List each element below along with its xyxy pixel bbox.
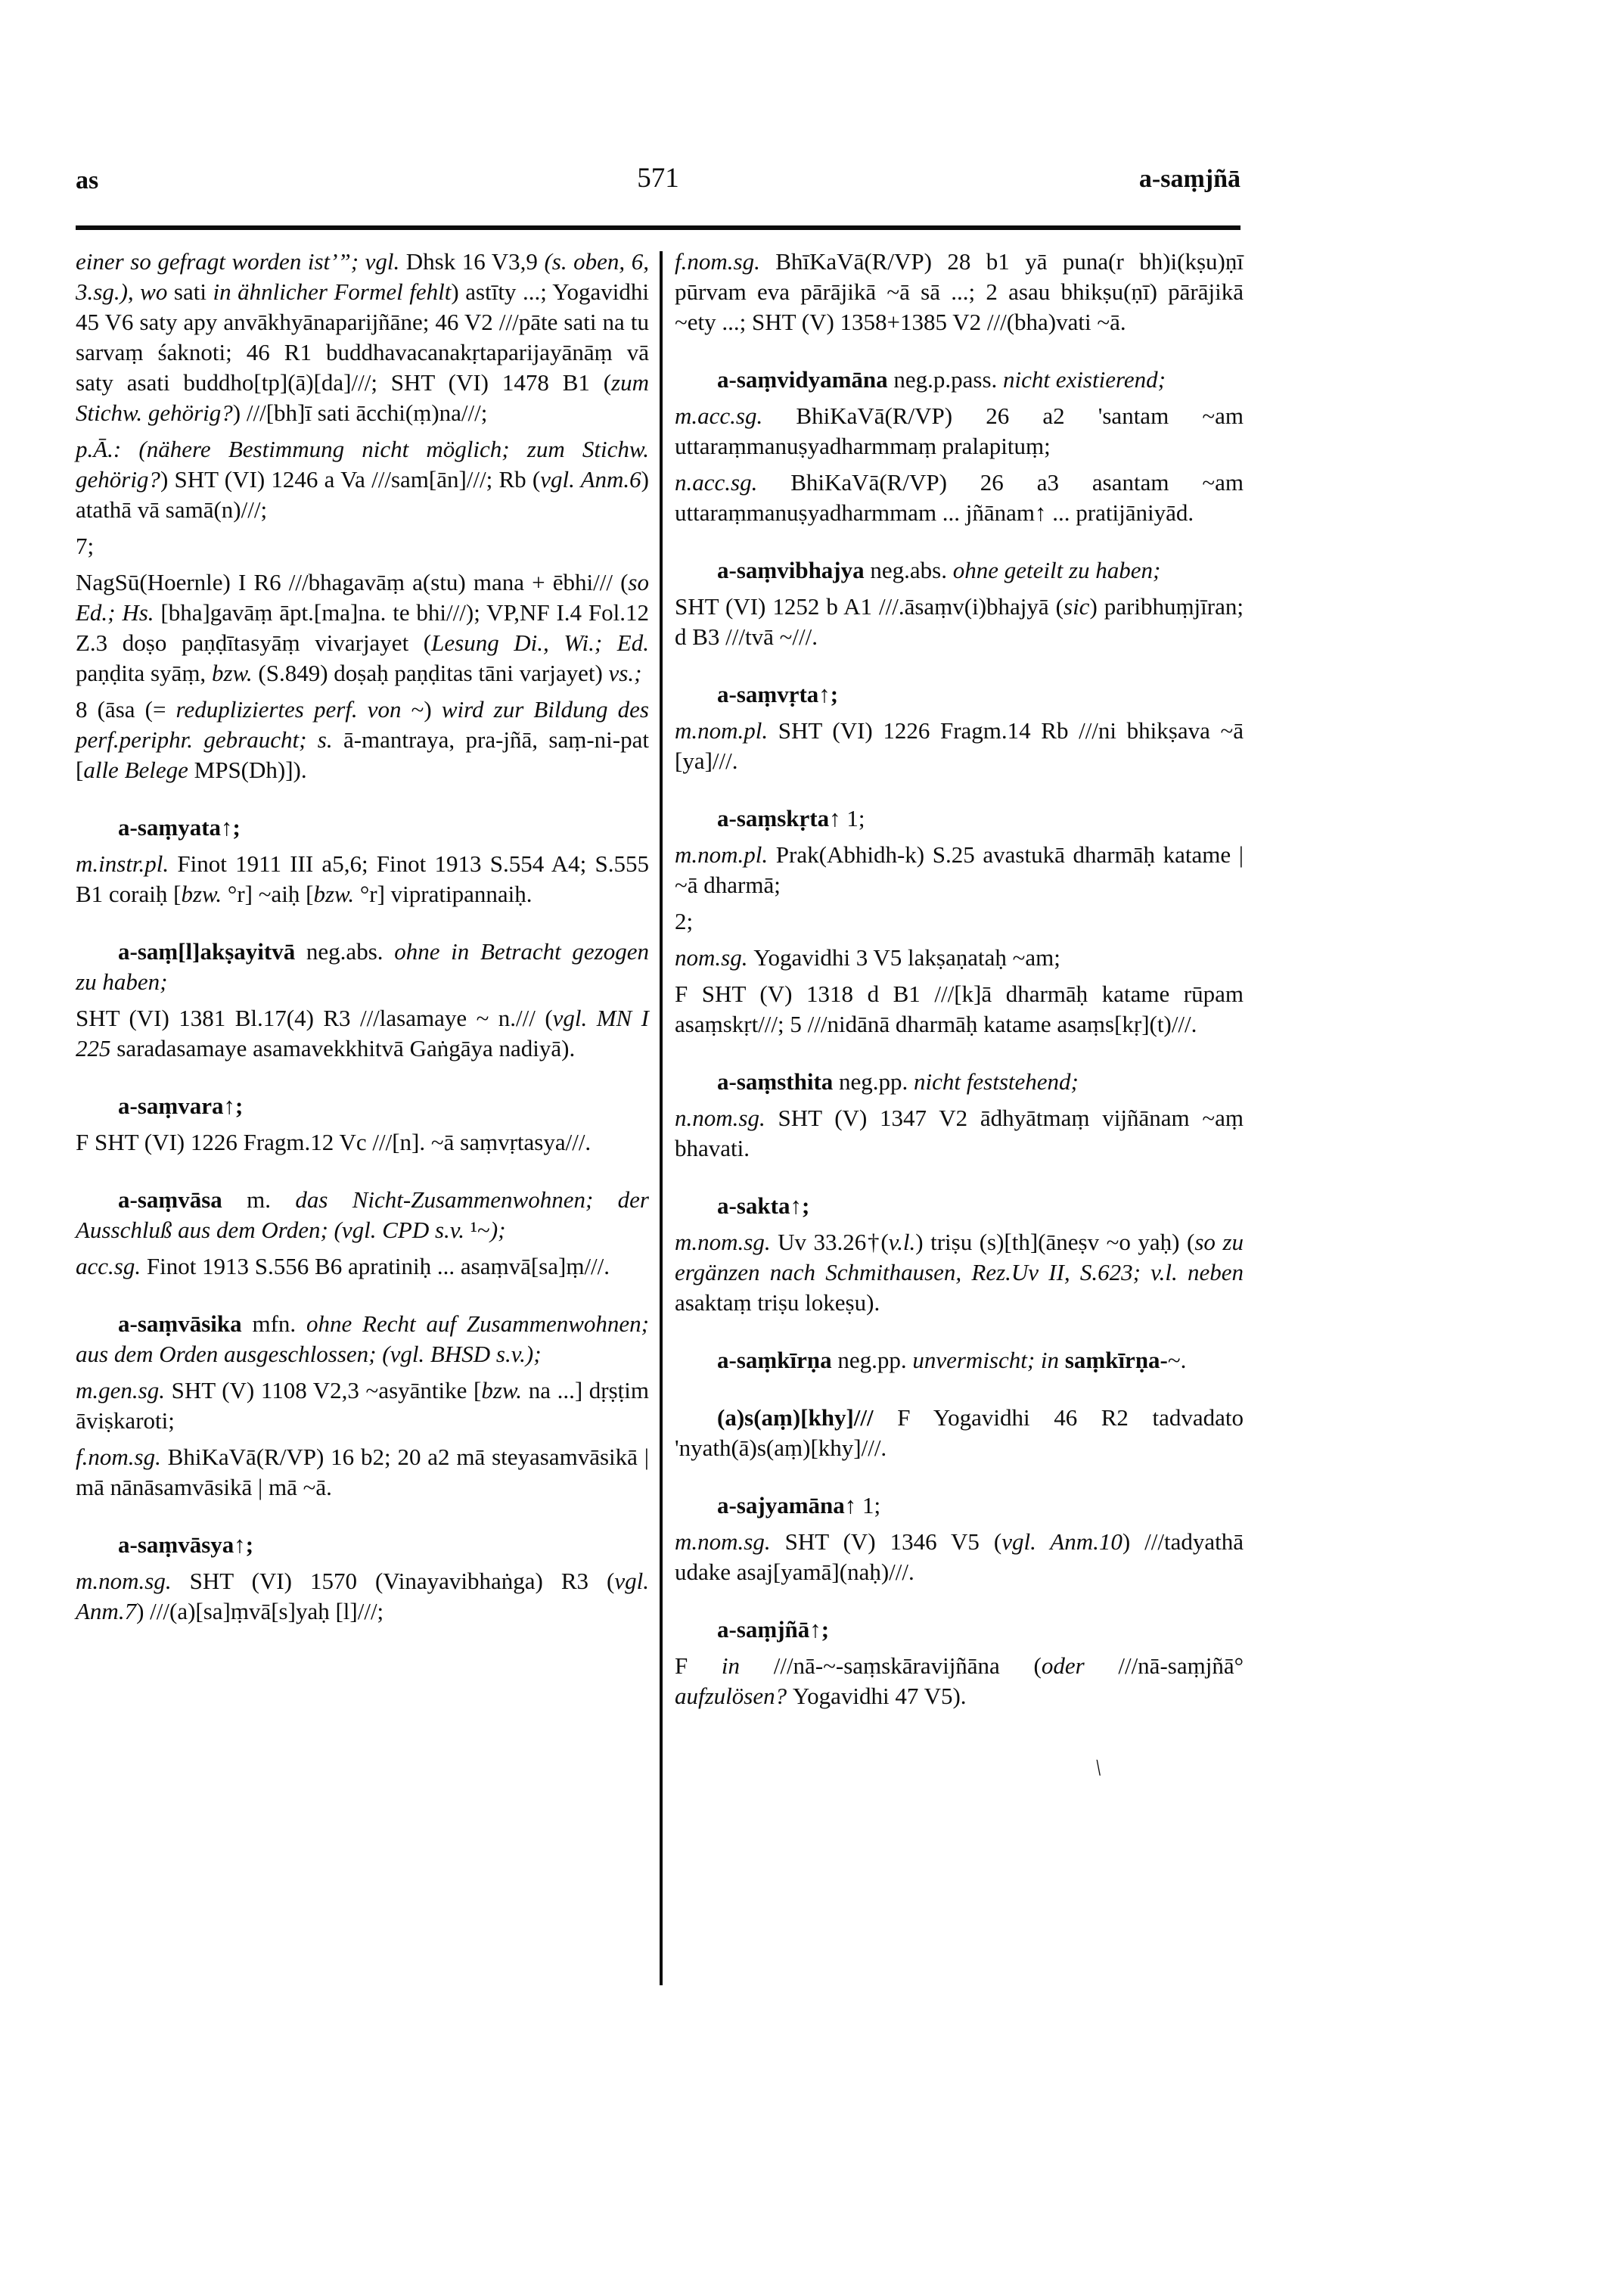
text-run: m.acc.sg. — [675, 403, 796, 429]
entry-text-paragraph — [76, 531, 649, 561]
entry-text-paragraph — [675, 1103, 1244, 1164]
text-run: ) ///[bh]ī sati ācchi(ṃ)na///; — [232, 399, 488, 426]
right-text-column — [675, 247, 1244, 1711]
text-run: a-saṃvidyamāna — [717, 366, 894, 393]
text-run: ) ///(a)[sa]ṃvā[s]yaḥ [l]///; — [136, 1598, 384, 1624]
text-run: sic — [1064, 593, 1090, 620]
text-run: p.Ā.: (nähere Bestimmung nicht möglich; zum Stichw. gehörig? — [76, 436, 649, 493]
text-run: acc.sg. — [76, 1253, 147, 1279]
page-number: 571 — [637, 163, 679, 194]
text-run: neg.abs. — [870, 557, 953, 583]
entry-text-paragraph — [76, 1566, 649, 1627]
text-run: f.nom.sg. — [76, 1444, 168, 1470]
text-run: (s. oben, 6, 3.sg.), wo — [76, 248, 649, 305]
text-run: neg.pp. — [839, 1068, 914, 1095]
text-run: wird zur Bildung des perf.periphr. gebraucht; s. — [76, 696, 649, 753]
text-run: das Nicht-Zusammenwohnen; der Ausschluß aus dem Orden; (vgl. CPD s.v. — [76, 1186, 649, 1243]
text-run: ohne Recht auf Zusammenwohnen; aus dem Orden ausgeschlossen; (vgl. BHSD s.v.); — [76, 1310, 649, 1367]
text-run: F — [675, 1652, 722, 1679]
text-run: bzw. — [481, 1377, 529, 1403]
text-run: SHT (VI) 1252 b A1 ///.āsaṃv(i)bhajyā ( — [675, 593, 1064, 620]
text-run: f.nom.sg. — [675, 248, 776, 275]
column-divider-rule — [660, 251, 663, 1985]
entry-headword-paragraph — [675, 555, 1244, 586]
text-run: n.acc.sg. — [675, 469, 791, 496]
entry-headword-paragraph — [675, 679, 1244, 710]
entry-headword-paragraph — [76, 1091, 649, 1121]
text-run: bzw. — [313, 881, 360, 907]
text-run: vgl. MN I 225 — [76, 1005, 649, 1061]
text-run: F Yogavidhi 46 R2 tadvadato 'nyath(ā)s(aṃ)[khy]///. — [675, 1404, 1244, 1461]
entry-headword-paragraph — [675, 365, 1244, 395]
text-run: BhiKaVā(R/VP) 26 a2 'santam ~am uttaraṃmanuṣyadharmmaṃ pralapituṃ; — [675, 403, 1244, 459]
entry-text-paragraph — [76, 434, 649, 525]
entry-text-paragraph — [675, 468, 1244, 528]
text-run: oder — [1041, 1652, 1119, 1679]
text-run: m.nom.sg. — [76, 1568, 190, 1594]
text-run: m.nom.sg. — [675, 1229, 778, 1255]
left-text-column — [76, 247, 649, 1627]
entry-text-paragraph — [675, 592, 1244, 652]
text-run: SHT (V) 1347 V2 ādhyātmaṃ vijñānam ~aṃ bhavati. — [675, 1105, 1244, 1161]
text-run: ) SHT (VI) 1246 a Va ///sam[ān]///; Rb ( — [160, 466, 541, 493]
text-run: MPS(Dh)]). — [194, 757, 307, 783]
text-run: SHT (VI) 1381 Bl.17(4) R3 ///lasamaye ~ n./// ( — [76, 1005, 553, 1031]
text-run: 1; — [846, 805, 865, 831]
entry-text-paragraph — [76, 1442, 649, 1503]
entry-text-paragraph — [76, 247, 649, 428]
text-run: m.nom.pl. — [675, 717, 778, 744]
text-run: °r] vipratipannaiḥ. — [359, 881, 533, 907]
text-run: bzw. — [181, 881, 228, 907]
entry-text-paragraph — [675, 906, 1244, 937]
text-run: alle Belege — [83, 757, 194, 783]
entry-headword-paragraph — [76, 1530, 649, 1560]
text-run: a-saṃsthita — [717, 1068, 840, 1095]
text-run: ohne geteilt zu haben; — [952, 557, 1161, 583]
text-run: vgl. Anm.6 — [540, 466, 641, 493]
text-run: (a)s(aṃ)[khy]/// — [717, 1404, 898, 1431]
text-run: aufzulösen? — [675, 1683, 793, 1709]
text-run: in ähnlicher Formel fehlt — [213, 278, 452, 305]
text-run: a-saṃvāsika — [118, 1310, 253, 1337]
text-run: a-saṃkīrṇa — [717, 1347, 838, 1373]
text-run: in — [721, 1652, 774, 1679]
entry-headword-paragraph — [76, 813, 649, 843]
text-run: ); — [489, 1217, 506, 1243]
entry-headword-paragraph — [675, 1403, 1244, 1463]
text-run: na ...] dṛṣṭim āviṣkaroti; — [76, 1377, 649, 1434]
text-run: a-saṃskṛta↑ — [717, 805, 847, 831]
entry-headword-paragraph — [76, 937, 649, 997]
text-run: SHT (V) 1108 V2,3 ~asyāntike [ — [171, 1377, 482, 1403]
text-run: m. — [247, 1186, 296, 1213]
text-run: nom.sg. — [675, 944, 754, 971]
text-run: sati — [173, 278, 213, 305]
text-run: 1; — [862, 1492, 881, 1518]
entry-text-paragraph — [675, 1651, 1244, 1711]
entry-text-paragraph — [76, 567, 649, 688]
text-run: a-saṃvāsa — [118, 1186, 247, 1213]
text-run: ¹~ — [470, 1217, 490, 1243]
text-run: redupliziertes perf. von — [175, 696, 411, 723]
text-run: nicht feststehend; — [914, 1068, 1079, 1095]
text-run: ohne in Betracht gezogen zu haben; — [76, 938, 649, 995]
text-run: ~) — [411, 696, 442, 723]
text-run: SHT (V) 1346 V5 ( — [784, 1528, 1002, 1555]
text-run: m.nom.pl. — [675, 841, 776, 868]
text-run: mfn. — [252, 1310, 306, 1337]
text-run: saṃkīrṇa- — [1064, 1347, 1168, 1373]
entry-headword-paragraph — [76, 1185, 649, 1245]
text-run: asaktaṃ triṣu lokeṣu). — [675, 1289, 880, 1316]
text-run: ) paribhuṃjīran; d B3 ///tvā ~///. — [675, 593, 1244, 650]
text-run: a-sakta↑; — [717, 1192, 810, 1219]
text-run: paṇḍita syāṃ, — [76, 660, 212, 686]
text-run: Finot 1913 S.556 B6 apratiniḥ ... asaṃvā[sa]ṃ///. — [146, 1253, 610, 1279]
text-run: neg.p.pass. — [893, 366, 1004, 393]
text-run: vgl. Anm.7 — [76, 1568, 650, 1624]
text-run: a-saṃyata↑; — [118, 814, 241, 841]
text-run: ā-mantraya, pra-jñā, saṃ-ni-pat [ — [76, 726, 649, 783]
text-run: °r] ~aiḥ [ — [227, 881, 314, 907]
text-run: a-saṃjñā↑; — [717, 1616, 830, 1643]
text-run: a-saṃvāsya↑; — [118, 1531, 254, 1558]
text-run: Yogavidhi 3 V5 lakṣaṇataḥ ~am; — [753, 944, 1060, 971]
text-run: m.nom.sg. — [675, 1528, 785, 1555]
text-run: ) triṣu (s)[th](āneṣv ~o yaḥ) ( — [915, 1229, 1195, 1255]
entry-headword-paragraph — [675, 1490, 1244, 1521]
text-run: Finot 1911 III a5,6; Finot 1913 S.554 A4; S.555 B1 coraiḥ [ — [76, 850, 649, 907]
text-run: a-saṃvibhajya — [717, 557, 871, 583]
entry-headword-paragraph — [675, 1615, 1244, 1645]
text-run: ) atathā vā samā(n)///; — [76, 466, 649, 523]
text-run: m.instr.pl. — [76, 850, 178, 877]
text-run: a-saṃvṛta↑; — [717, 681, 839, 707]
entry-headword-paragraph — [675, 1191, 1244, 1221]
entry-text-paragraph — [76, 1003, 649, 1064]
entry-text-paragraph — [675, 1527, 1244, 1587]
entry-text-paragraph — [76, 1375, 649, 1436]
text-run: unvermischt; in — [912, 1347, 1065, 1373]
text-run: BhiKaVā(R/VP) 16 b2; 20 a2 mā steyasamvāsikā | mā nānāsamvāsikā | mā ~ā. — [76, 1444, 649, 1500]
running-head-last-word: a-saṃjñā — [1138, 165, 1241, 193]
text-run: 8 (āsa (= — [76, 696, 176, 723]
text-run: Uv 33.26†( — [778, 1229, 889, 1255]
text-run: ) ///tadyathā udake asaj[yamā](naḥ)///. — [675, 1528, 1244, 1585]
entry-headword-paragraph — [675, 803, 1244, 834]
entry-text-paragraph — [76, 849, 649, 909]
text-run: n.nom.sg. — [675, 1105, 778, 1131]
entry-text-paragraph — [675, 979, 1244, 1040]
text-run: Lesung Di., Wi.; Ed. — [431, 629, 649, 656]
text-run: einer so gefragt worden ist’”; vgl. — [76, 248, 406, 275]
text-run: NagSū(Hoernle) I R6 ///bhagavāṃ a(stu) mana + ēbhi/// ( — [76, 569, 629, 595]
text-run: 2; — [675, 908, 694, 934]
running-head-first-word: as — [76, 166, 99, 194]
text-run: so Ed.; Hs. — [76, 569, 649, 626]
header-rule — [76, 225, 1241, 230]
text-run: F SHT (VI) 1226 Fragm.12 Vc ///[n]. ~ā saṃvṛtasya///. — [76, 1129, 592, 1155]
text-run: 7; — [76, 533, 95, 559]
text-run: bzw. — [211, 660, 259, 686]
text-run: ///nā-~-saṃskāravijñāna ( — [773, 1652, 1042, 1679]
text-run: zum Stichw. gehörig? — [76, 369, 649, 426]
entry-headword-paragraph — [76, 1309, 649, 1369]
entry-text-paragraph — [675, 943, 1244, 973]
entry-text-paragraph — [76, 695, 649, 785]
text-run: a-sajyamāna↑ — [717, 1492, 863, 1518]
text-run: a-saṃ[l]akṣayitvā — [118, 938, 306, 965]
text-run: SHT (VI) 1226 Fragm.14 Rb ///ni bhikṣava ~ā [ya]///. — [675, 717, 1244, 774]
entry-text-paragraph — [675, 247, 1244, 337]
text-run: ///nā-saṃjñā° — [1118, 1652, 1244, 1679]
entry-text-paragraph — [675, 401, 1244, 462]
text-run: ) astīty ...; Yogavidhi 45 V6 saty apy anvākhyānaparijñāne; 46 V2 ///pāte sati na tu sarvaṃ śaknoti; 46 R1 buddhavacanakṛtaparijayānāṃ vā saty asati buddho[tp](ā)[da]///; SHT (VI) 1478 B1 ( — [76, 278, 649, 396]
text-run: neg.pp. — [837, 1347, 913, 1373]
text-run: neg.abs. — [306, 938, 395, 965]
text-run: (S.849) doṣaḥ paṇḍitas tāni varjayet) — [258, 660, 609, 686]
text-run: BhīKaVā(R/VP) 28 b1 yā puna(r bh)i(kṣu)ṇī pūrvam eva pārājikā ~ā sā ...; 2 asau bhikṣu(ṇī) pārājikā ~ety ...; SHT (V) 1358+1385 V2 ///(bha)vati ~ā. — [675, 248, 1244, 335]
text-run: nicht existierend; — [1003, 366, 1166, 393]
entry-text-paragraph — [675, 840, 1244, 900]
entry-headword-paragraph — [675, 1345, 1244, 1375]
text-run: ~. — [1167, 1347, 1187, 1373]
entry-text-paragraph — [675, 716, 1244, 776]
text-run: so zu ergänzen nach Schmithausen, Rez.Uv II, S.623; v.l. neben — [675, 1229, 1244, 1285]
text-run: Yogavidhi 47 V5). — [792, 1683, 967, 1709]
text-run: saradasamaye asamavekkhitvā Gaṅgāya nadiyā). — [116, 1035, 576, 1061]
text-run: Prak(Abhidh-k) S.25 avastukā dharmāḥ katame | ~ā dharmā; — [675, 841, 1244, 898]
text-run: SHT (VI) 1570 (Vinayavibhaṅga) R3 ( — [189, 1568, 615, 1594]
text-run: vs.; — [608, 660, 642, 686]
text-run: a-saṃvara↑; — [118, 1093, 244, 1119]
entry-text-paragraph — [76, 1127, 649, 1158]
text-run: Dhsk 16 V3,9 — [405, 248, 545, 275]
text-run: m.gen.sg. — [76, 1377, 172, 1403]
entry-headword-paragraph — [675, 1067, 1244, 1097]
text-run: F SHT (V) 1318 d B1 ///[k]ā dharmāḥ katame rūpam asaṃskṛt///; 5 ///nidānā dharmāḥ katame asaṃs[kṛ](t)///. — [675, 981, 1244, 1037]
text-run: vgl. Anm.10 — [1001, 1528, 1123, 1555]
text-run: BhiKaVā(R/VP) 26 a3 asantam ~am uttaraṃmanuṣyadharmmam ... jñānam↑ ... pratijāniyād. — [675, 469, 1244, 526]
text-run: v.l. — [888, 1229, 916, 1255]
text-run: [bha]gavāṃ āpt.[ma]na. te bhi///); VP,NF I.4 Fol.12 Z.3 doṣo paṇḍītasyāṃ vivarjayet ( — [76, 599, 649, 656]
entry-text-paragraph — [675, 1227, 1244, 1318]
ink-speck: \ — [1093, 1755, 1104, 1781]
page-header — [76, 162, 1241, 201]
entry-text-paragraph — [76, 1251, 649, 1282]
